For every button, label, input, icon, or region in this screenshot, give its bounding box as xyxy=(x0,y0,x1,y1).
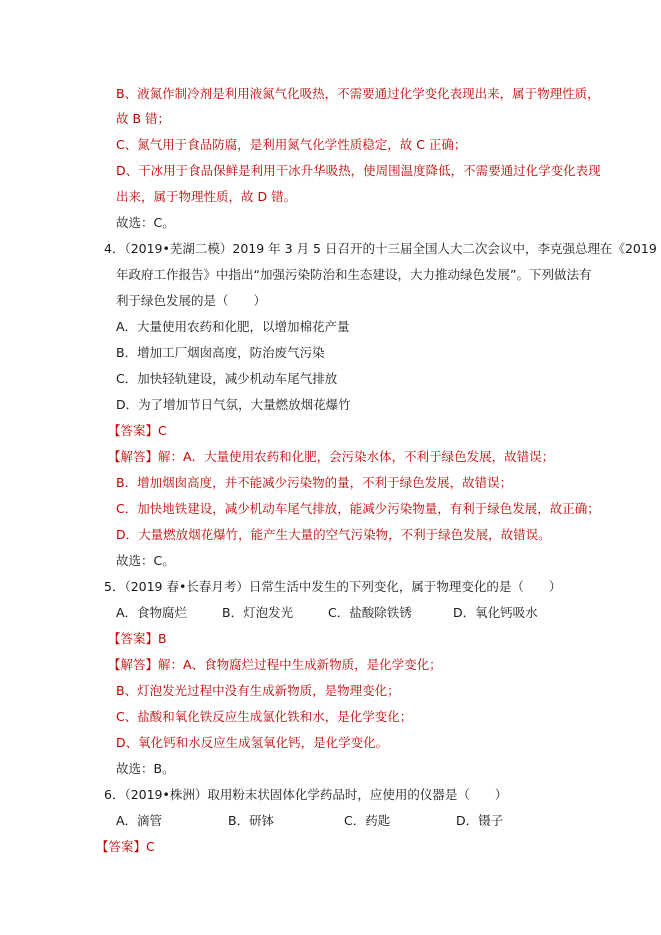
q4-analysis-line4: D．大量燃放烟花爆竹，能产生大量的空气污染物，不利于绿色发展，故错误。 xyxy=(116,527,551,542)
q5-options-row xyxy=(0,605,661,621)
q4-option-c: C．加快轻轨建设，减少机动车尾气排放 xyxy=(116,371,338,386)
q4-analysis-tag: 【解答】 xyxy=(108,449,159,464)
q4-stem-line3: 利于绿色发展的是（ ） xyxy=(116,293,267,308)
q5-option-d: D．氧化钙吸水 xyxy=(453,605,538,620)
q4-answer-tag: 【答案】 xyxy=(108,423,159,438)
q5-conclusion: 故选：B。 xyxy=(116,761,175,776)
q5-analysis-line3: C、盐酸和氧化铁反应生成氯化铁和水，是化学变化； xyxy=(116,709,413,724)
q6-option-d: D．镊子 xyxy=(456,813,504,828)
q5-analysis-line1 xyxy=(108,657,442,673)
q4-stem-line2: 年政府工作报告》中指出“加强污染防治和生态建设，大力推动绿色发展”。下列做法有 xyxy=(116,267,592,282)
q3-analysis-d-line1: D、干冰用于食品保鲜是利用干冰升华吸热，使周围温度降低，不需要通过化学变化表现 xyxy=(116,163,601,178)
q3-analysis-b-line1: B、液氮作制冷剂是利用液氮气化吸热，不需要通过化学变化表现出来，属于物理性质， xyxy=(116,86,600,101)
q6-option-b: B．研钵 xyxy=(228,813,275,828)
q4-answer-value: C xyxy=(158,423,167,438)
q5-stem: 5．（2019 春•长春月考）日常生活中发生的下列变化，属于物理变化的是（ ） xyxy=(104,579,562,594)
q5-option-b: B．灯泡发光 xyxy=(222,605,294,620)
q6-option-c: C．药匙 xyxy=(344,813,391,828)
q5-analysis-text-1: 解：A、食物腐烂过程中生成新物质，是化学变化； xyxy=(158,657,442,672)
q4-answer xyxy=(108,423,167,439)
q6-stem: 6．（2019•株洲）取用粉末状固体化学药品时，应使用的仪器是（ ） xyxy=(104,787,508,802)
q5-answer xyxy=(108,631,167,647)
q4-analysis-line3: C．加快地铁建设，减少机动车尾气排放，能减少污染物量，有利于绿色发展，故正确； xyxy=(116,501,600,516)
q5-analysis-line2: B、灯泡发光过程中没有生成新物质，是物理变化； xyxy=(116,683,400,698)
q3-conclusion: 故选：C。 xyxy=(116,215,175,230)
q4-option-b: B．增加工厂烟囱高度，防治废气污染 xyxy=(116,345,325,360)
q6-answer xyxy=(96,839,155,855)
q4-analysis-text-1: 解：A．大量使用农药和化肥，会污染水体，不利于绿色发展，故错误； xyxy=(158,449,555,464)
q3-analysis-d-line2: 出来，属于物理性质，故 D 错。 xyxy=(116,189,297,204)
q6-options-row xyxy=(0,813,661,829)
q5-analysis-line4: D、氧化钙和水反应生成氢氧化钙，是化学变化。 xyxy=(116,735,389,750)
q4-conclusion: 故选：C。 xyxy=(116,553,175,568)
q4-stem-line1: 4．（2019•芜湖二模）2019 年 3 月 5 日召开的十三届全国人大二次会议中，李克强总理在《2019 xyxy=(104,241,657,256)
q5-answer-value: B xyxy=(158,631,167,646)
q6-answer-value: C xyxy=(146,839,155,854)
q5-option-a: A．食物腐烂 xyxy=(116,605,188,620)
q6-answer-tag: 【答案】 xyxy=(96,839,147,854)
q5-answer-tag: 【答案】 xyxy=(108,631,159,646)
q5-option-c: C．盐酸除铁锈 xyxy=(328,605,412,620)
q5-analysis-tag: 【解答】 xyxy=(108,657,159,672)
q4-option-a: A．大量使用农药和化肥，以增加棉花产量 xyxy=(116,319,350,334)
q4-analysis-line1 xyxy=(108,449,554,465)
q3-analysis-b-line2: 故 B 错； xyxy=(116,111,171,126)
q3-analysis-c-line: C、氮气用于食品防腐，是利用氮气化学性质稳定，故 C 正确； xyxy=(116,137,467,152)
q6-option-a: A．滴管 xyxy=(116,813,163,828)
q4-option-d: D．为了增加节日气氛，大量燃放烟花爆竹 xyxy=(116,397,351,412)
q4-analysis-line2: B．增加烟囱高度，并不能减少污染物的量，不利于绿色发展，故错误； xyxy=(116,475,513,490)
